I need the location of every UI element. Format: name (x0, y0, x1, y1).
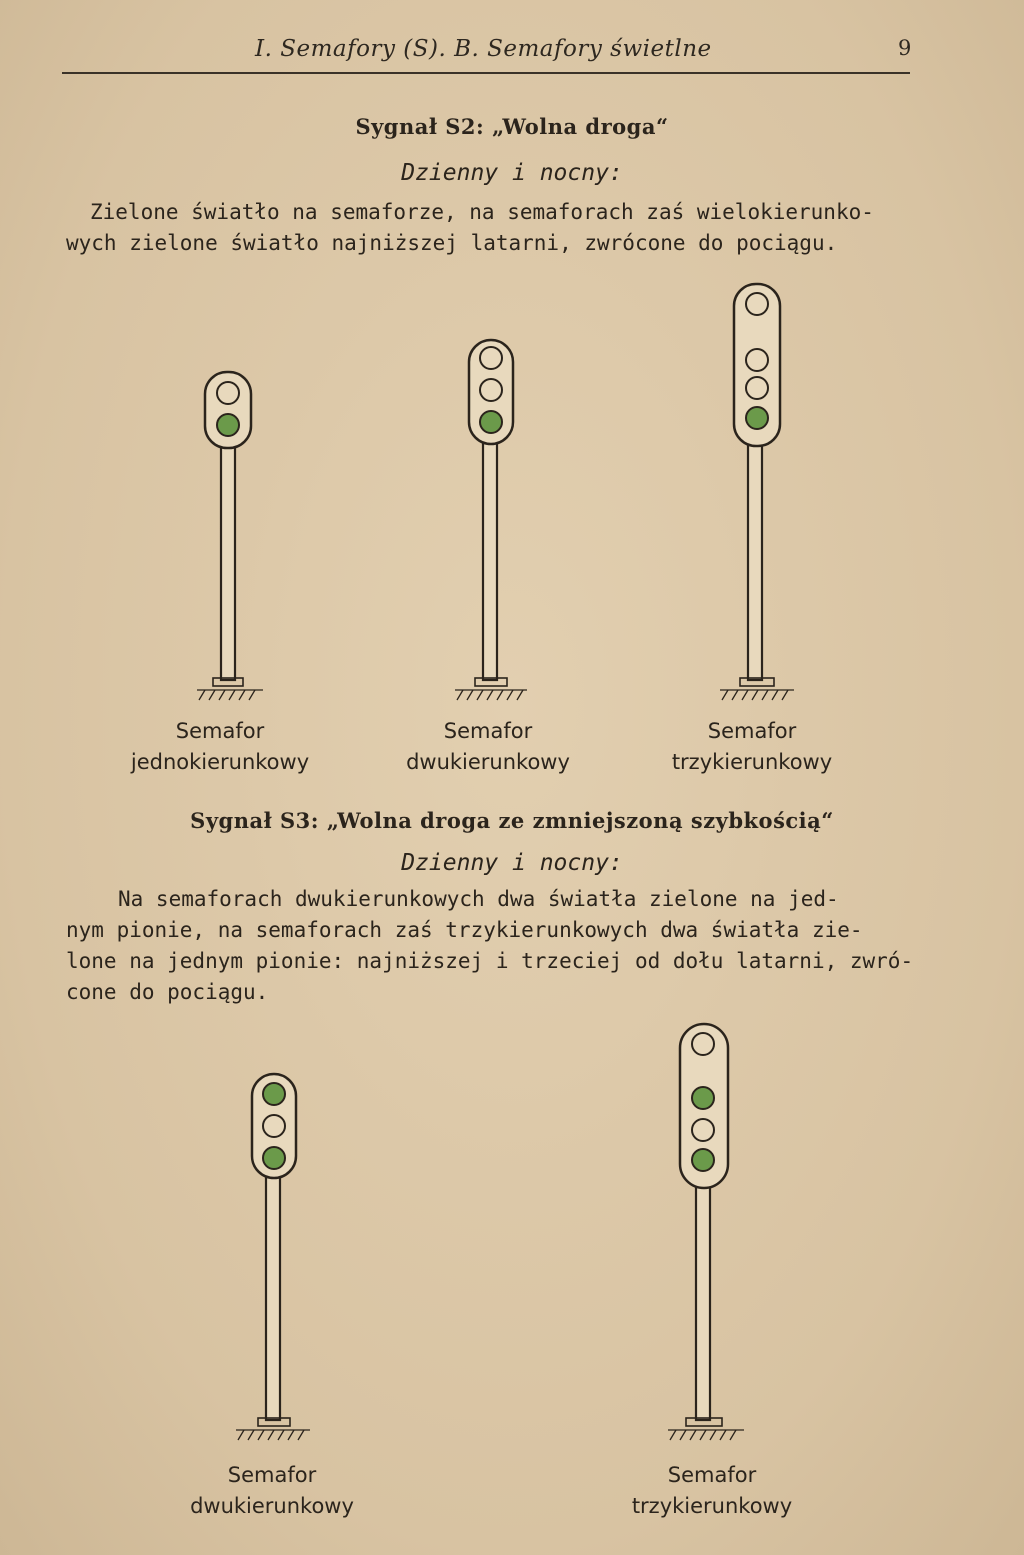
s3-caption-double-line-1: Semafor (227, 1463, 317, 1487)
s2-signal-double-lamp-3 (480, 411, 502, 433)
s2-caption-double-line-1: Semafor (443, 719, 533, 743)
s3-signal-double-lamp-2 (263, 1115, 285, 1137)
s2-caption-double-line-2: dwukierunkowy (406, 750, 570, 774)
s3-subheading: Dzienny i nocny: (401, 850, 623, 876)
s3-signal-triple-lamp-3 (692, 1119, 714, 1141)
s3-signal-triple-lamp-2 (692, 1087, 714, 1109)
s2-signal-double (445, 330, 535, 710)
s2-signal-single (185, 360, 275, 710)
s3-signal-double-lamp-1 (263, 1083, 285, 1105)
s3-caption-triple-line-2: trzykierunkowy (631, 1494, 793, 1518)
s2-signal-double-lamp-1 (480, 347, 502, 369)
s2-signal-single-lamp-1 (217, 382, 239, 404)
s3-signal-triple (656, 1014, 756, 1454)
s2-signal-triple-lamp-4 (746, 407, 768, 429)
s3-heading: Sygnał S3: „Wolna droga ze zmniejszoną szybkością“ (190, 808, 834, 833)
s3-caption-double (152, 1460, 392, 1522)
page-number: 9 (898, 36, 912, 60)
running-head (0, 36, 1024, 72)
s2-caption-triple-line-1: Semafor (707, 719, 797, 743)
s3-caption-triple (592, 1460, 832, 1522)
s2-heading: Sygnał S2: „Wolna droga“ (355, 114, 669, 139)
s2-signal-triple-lamp-2 (746, 349, 768, 371)
s3-text-line-1: Na semaforach dwukierunkowych dwa światła zielone na jed- (118, 887, 839, 911)
s2-signal-triple-lamp-3 (746, 377, 768, 399)
s3-signal-triple-lamp-4 (692, 1149, 714, 1171)
s2-caption-triple-line-2: trzykierunkowy (671, 750, 833, 774)
running-head-title: I. Semafory (S). B. Semafory świetlne (255, 36, 712, 62)
s3-signal-double-lamp-3 (263, 1147, 285, 1169)
s3-text-line-4: cone do pociągu. (66, 980, 269, 1004)
s2-caption-triple (632, 716, 872, 778)
s3-signal-triple-lamp-1 (692, 1033, 714, 1055)
s2-caption-double (368, 716, 608, 778)
s2-text-line-1: Zielone światło na semaforze, na semaforach zaś wielokierunko- (90, 200, 874, 224)
s3-text-line-3: lone na jednym pionie: najniższej i trzeciej od dołu latarni, zwró- (66, 949, 914, 973)
s2-caption-single-line-2: jednokierunkowy (130, 750, 310, 774)
s3-signal-double (228, 1064, 318, 1454)
s3-caption-double-line-2: dwukierunkowy (190, 1494, 354, 1518)
s3-text-line-2: nym pionie, na semaforach zaś trzykierunkowych dwa światła zie- (66, 918, 863, 942)
s2-signal-triple-lamp-1 (746, 293, 768, 315)
s3-caption-triple-line-1: Semafor (667, 1463, 757, 1487)
s2-text-line-2: wych zielone światło najniższej latarni, zwrócone do pociągu. (66, 231, 838, 255)
s2-signal-double-lamp-2 (480, 379, 502, 401)
s2-caption-single-line-1: Semafor (175, 719, 265, 743)
header-rule (62, 72, 910, 74)
s2-signal-triple (710, 276, 800, 710)
s2-subheading: Dzienny i nocny: (401, 160, 623, 186)
s2-signal-single-lamp-2 (217, 414, 239, 436)
s2-caption-single (100, 716, 340, 778)
